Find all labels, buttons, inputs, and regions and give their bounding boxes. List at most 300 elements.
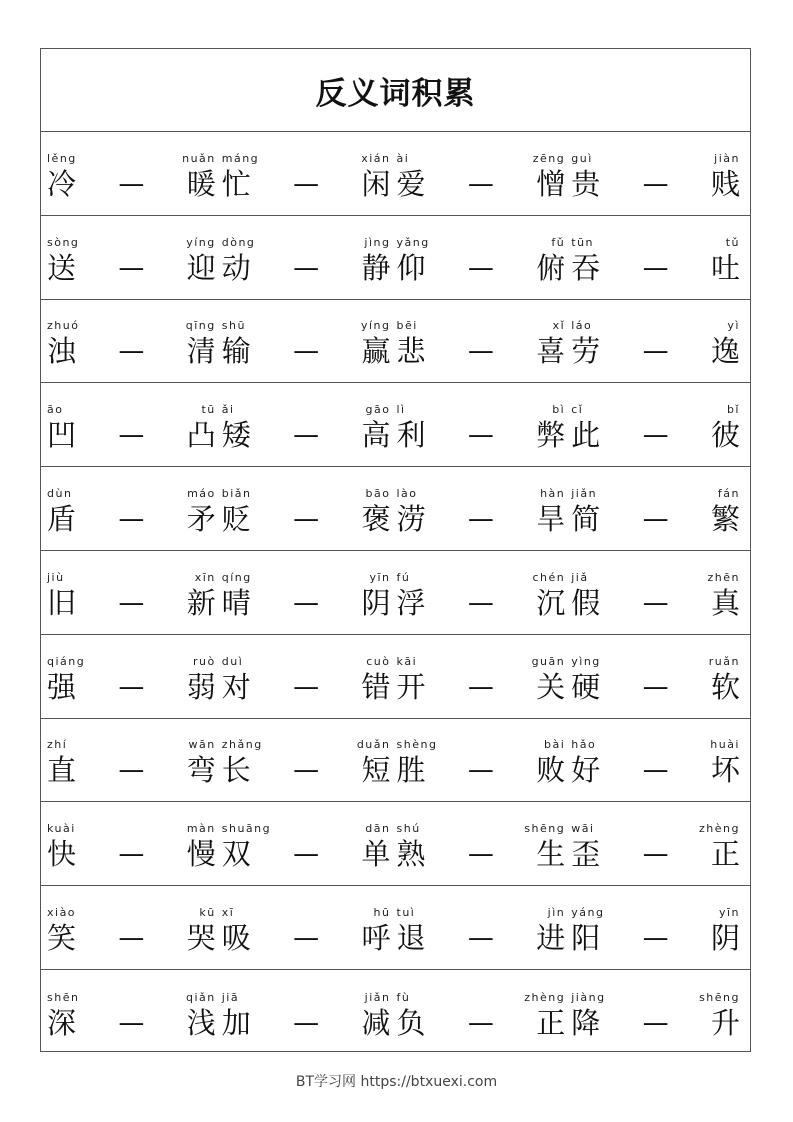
hanzi: 静 — [361, 250, 391, 285]
antonym-pair — [222, 383, 397, 466]
pinyin: yīn — [369, 570, 391, 584]
antonym-pair — [47, 719, 222, 802]
pair-content — [47, 402, 222, 452]
pinyin: xǐ — [552, 319, 566, 333]
word-left — [47, 654, 87, 704]
pair-content — [397, 905, 572, 955]
dash-separator: — — [118, 922, 145, 953]
pinyin: yíng — [186, 235, 216, 249]
hanzi: 凹 — [47, 418, 77, 453]
pinyin: ài — [396, 151, 410, 165]
word-right — [700, 318, 740, 368]
pinyin: tuì — [396, 905, 416, 919]
antonym-pair — [571, 970, 746, 1054]
pair-content — [222, 821, 397, 871]
pinyin: ruò — [193, 654, 216, 668]
hanzi: 晴 — [221, 585, 251, 620]
pinyin: zhí — [47, 738, 68, 752]
hanzi: 悲 — [396, 334, 426, 369]
word-right — [525, 235, 565, 285]
dash-separator: — — [293, 587, 320, 618]
pinyin: yáng — [571, 905, 605, 919]
word-left — [47, 570, 87, 620]
pinyin: kuài — [47, 822, 76, 836]
word-left — [397, 151, 437, 201]
word-right — [176, 151, 216, 201]
antonym-row — [41, 551, 750, 635]
pair-content — [47, 318, 222, 368]
antonym-pair — [47, 132, 222, 215]
antonym-pair — [571, 467, 746, 550]
pinyin: wāi — [571, 822, 595, 836]
pair-content — [47, 821, 222, 871]
antonym-row — [41, 886, 750, 970]
antonym-pair — [397, 551, 572, 634]
word-left — [397, 570, 437, 620]
pinyin: qiáng — [47, 654, 86, 668]
word-right — [176, 235, 216, 285]
pair-content — [397, 737, 572, 787]
dash-separator: — — [467, 671, 494, 702]
hanzi: 真 — [710, 585, 740, 620]
antonym-pair — [47, 635, 222, 718]
pinyin: fǔ — [551, 235, 566, 249]
word-right — [525, 654, 565, 704]
pair-content — [397, 821, 572, 871]
pair-content — [47, 151, 222, 201]
hanzi: 吞 — [571, 250, 601, 285]
antonym-row — [41, 719, 750, 803]
hanzi: 闲 — [361, 166, 391, 201]
pair-content — [397, 990, 572, 1040]
word-left — [47, 318, 87, 368]
dash-separator: — — [642, 503, 669, 534]
word-left — [571, 905, 611, 955]
hanzi: 贬 — [221, 501, 251, 536]
dash-separator: — — [293, 503, 320, 534]
word-left — [222, 402, 262, 452]
antonym-pair — [222, 635, 397, 718]
pinyin: zhēn — [707, 570, 740, 584]
word-right — [351, 486, 391, 536]
pinyin: ǎi — [221, 403, 235, 417]
pair-content — [222, 486, 397, 536]
word-right — [700, 235, 740, 285]
pair-content — [47, 654, 222, 704]
pinyin: fú — [396, 570, 411, 584]
pinyin: qiǎn — [185, 990, 216, 1004]
dash-separator: — — [118, 1007, 145, 1038]
pair-content — [397, 318, 572, 368]
word-right — [176, 821, 216, 871]
hanzi: 关 — [536, 669, 566, 704]
pinyin: chén — [532, 570, 566, 584]
antonym-row — [41, 216, 750, 300]
pinyin: gāo — [365, 403, 391, 417]
pinyin: qíng — [221, 570, 252, 584]
pinyin: zhǎng — [221, 738, 263, 752]
antonym-pair — [47, 551, 222, 634]
antonym-pair — [47, 300, 222, 383]
word-left — [397, 990, 437, 1040]
hanzi: 弱 — [186, 669, 216, 704]
word-right — [700, 151, 740, 201]
hanzi: 盾 — [47, 501, 77, 536]
word-left — [397, 905, 437, 955]
dash-separator: — — [642, 252, 669, 283]
word-left — [571, 737, 611, 787]
hanzi: 阴 — [710, 920, 740, 955]
hanzi: 新 — [186, 585, 216, 620]
hanzi: 弊 — [536, 418, 566, 453]
dash-separator: — — [467, 839, 494, 870]
hanzi: 繁 — [710, 501, 740, 536]
word-left — [397, 821, 437, 871]
antonym-pair — [47, 970, 222, 1054]
hanzi: 正 — [536, 1005, 566, 1040]
dash-separator: — — [467, 922, 494, 953]
hanzi: 彼 — [710, 418, 740, 453]
hanzi: 假 — [571, 585, 601, 620]
word-left — [47, 737, 87, 787]
word-left — [222, 654, 262, 704]
hanzi: 败 — [536, 753, 566, 788]
pair-content — [571, 402, 746, 452]
pinyin: fán — [717, 486, 740, 500]
pair-content — [571, 990, 746, 1040]
word-right — [525, 151, 565, 201]
pinyin: shēng — [699, 990, 740, 1004]
word-right — [525, 402, 565, 452]
pair-content — [47, 570, 222, 620]
dash-separator: — — [642, 1007, 669, 1038]
pinyin: shèng — [396, 738, 438, 752]
dash-separator: — — [293, 168, 320, 199]
antonym-pair — [222, 970, 397, 1054]
pair-content — [571, 318, 746, 368]
pair-content — [571, 654, 746, 704]
word-right — [351, 821, 391, 871]
pinyin: bài — [543, 738, 566, 752]
antonym-pair — [222, 886, 397, 969]
word-left — [571, 486, 611, 536]
pinyin: bǐ — [726, 403, 740, 417]
dash-separator: — — [642, 671, 669, 702]
antonym-pair — [397, 467, 572, 550]
hanzi: 浮 — [396, 585, 426, 620]
antonym-row — [41, 132, 750, 216]
pair-content — [397, 402, 572, 452]
pinyin: shū — [221, 319, 246, 333]
hanzi: 长 — [221, 753, 251, 788]
word-left — [397, 737, 437, 787]
pinyin: fù — [396, 990, 411, 1004]
hanzi: 逸 — [710, 334, 740, 369]
pair-content — [571, 151, 746, 201]
word-left — [222, 905, 262, 955]
pinyin: zhèng — [699, 822, 740, 836]
hanzi: 错 — [361, 669, 391, 704]
pinyin: lì — [396, 403, 406, 417]
dash-separator: — — [118, 503, 145, 534]
antonym-pair — [397, 802, 572, 885]
pair-content — [222, 402, 397, 452]
word-right — [351, 737, 391, 787]
pair-content — [571, 235, 746, 285]
antonym-pair — [397, 383, 572, 466]
word-left — [571, 821, 611, 871]
word-right — [176, 402, 216, 452]
pinyin: duì — [221, 654, 244, 668]
pinyin: jìng — [364, 235, 391, 249]
hanzi: 沉 — [536, 585, 566, 620]
antonym-pair — [47, 383, 222, 466]
pinyin: biǎn — [221, 486, 252, 500]
antonym-pair — [571, 300, 746, 383]
dash-separator: — — [467, 1007, 494, 1038]
hanzi: 涝 — [396, 501, 426, 536]
hanzi: 贱 — [710, 166, 740, 201]
antonym-row — [41, 970, 750, 1054]
pinyin: zēng — [532, 151, 566, 165]
dash-separator: — — [118, 168, 145, 199]
hanzi: 喜 — [536, 334, 566, 369]
antonym-pair — [397, 132, 572, 215]
antonym-pair — [47, 886, 222, 969]
hanzi: 进 — [536, 920, 566, 955]
word-right — [700, 821, 740, 871]
word-right — [351, 905, 391, 955]
dash-separator: — — [293, 671, 320, 702]
pinyin: dùn — [47, 486, 73, 500]
hanzi: 弯 — [186, 753, 216, 788]
hanzi: 忙 — [221, 166, 251, 201]
dash-separator: — — [467, 336, 494, 367]
dash-separator: — — [467, 755, 494, 786]
hanzi: 坏 — [710, 753, 740, 788]
hanzi: 冷 — [47, 166, 77, 201]
dash-separator: — — [118, 587, 145, 618]
pinyin: jiǎn — [571, 486, 598, 500]
hanzi: 对 — [221, 669, 251, 704]
pinyin: ruǎn — [708, 654, 740, 668]
pinyin: dān — [365, 822, 391, 836]
hanzi: 利 — [396, 418, 426, 453]
pinyin: xīn — [194, 570, 216, 584]
hanzi: 单 — [361, 837, 391, 872]
word-left — [47, 235, 87, 285]
hanzi: 旧 — [47, 585, 77, 620]
antonym-row — [41, 467, 750, 551]
dash-separator: — — [467, 503, 494, 534]
pinyin: jiàng — [571, 990, 606, 1004]
dash-separator: — — [293, 755, 320, 786]
word-left — [571, 151, 611, 201]
antonym-pair — [222, 551, 397, 634]
hanzi: 此 — [571, 418, 601, 453]
hanzi: 俯 — [536, 250, 566, 285]
pair-content — [222, 570, 397, 620]
hanzi: 加 — [221, 1005, 251, 1040]
pinyin: guì — [571, 151, 593, 165]
word-left — [221, 821, 272, 872]
pinyin: xián — [361, 151, 391, 165]
hanzi: 阳 — [571, 920, 601, 955]
pinyin: bì — [552, 403, 566, 417]
word-right — [176, 654, 216, 704]
hanzi: 矛 — [186, 501, 216, 536]
hanzi: 高 — [361, 418, 391, 453]
word-right — [525, 990, 565, 1040]
hanzi: 吐 — [710, 250, 740, 285]
pinyin: qīng — [185, 319, 216, 333]
hanzi: 输 — [221, 334, 251, 369]
pinyin: zhuó — [47, 319, 80, 333]
antonym-pair — [397, 300, 572, 383]
dash-separator: — — [642, 336, 669, 367]
pinyin: cuò — [366, 654, 391, 668]
antonym-pair — [397, 719, 572, 802]
pair-content — [222, 990, 397, 1040]
antonym-pair — [397, 216, 572, 299]
pinyin: jìn — [547, 905, 566, 919]
hanzi: 劳 — [571, 334, 601, 369]
word-left — [222, 570, 262, 620]
pinyin: tū — [201, 403, 216, 417]
pinyin: kāi — [396, 654, 418, 668]
footer-watermark: BT学习网 https://btxuexi.com — [295, 1074, 498, 1090]
pair-content — [397, 486, 572, 536]
hanzi: 直 — [47, 753, 77, 788]
pinyin: cǐ — [571, 403, 584, 417]
word-right — [525, 905, 565, 955]
word-right — [525, 821, 565, 871]
antonym-rows — [41, 132, 750, 1054]
pinyin: āo — [47, 403, 64, 417]
pinyin: nuǎn — [182, 151, 216, 165]
word-left — [47, 821, 87, 871]
word-right — [351, 654, 391, 704]
hanzi: 短 — [361, 753, 391, 788]
antonym-worksheet — [40, 48, 751, 1052]
pinyin: máng — [221, 151, 260, 165]
antonym-pair — [222, 132, 397, 215]
word-right — [176, 486, 216, 536]
hanzi: 矮 — [221, 418, 251, 453]
hanzi: 暖 — [186, 166, 216, 201]
hanzi: 哭 — [186, 920, 216, 955]
hanzi: 简 — [571, 501, 601, 536]
hanzi: 慢 — [186, 837, 216, 872]
word-right — [176, 318, 216, 368]
antonym-pair — [397, 970, 572, 1054]
hanzi: 熟 — [396, 837, 426, 872]
hanzi: 旱 — [536, 501, 566, 536]
dash-separator: — — [118, 839, 145, 870]
hanzi: 负 — [396, 1005, 426, 1040]
word-left — [571, 402, 611, 452]
hanzi: 硬 — [571, 669, 601, 704]
pair-content — [222, 905, 397, 955]
hanzi: 软 — [710, 669, 740, 704]
pinyin: láo — [571, 319, 593, 333]
pinyin: shēn — [47, 990, 80, 1004]
word-left — [571, 990, 611, 1040]
word-left — [571, 235, 611, 285]
hanzi: 阴 — [361, 585, 391, 620]
pinyin: yíng — [360, 319, 391, 333]
word-right — [525, 570, 565, 620]
pinyin: yīn — [718, 905, 740, 919]
hanzi: 清 — [186, 334, 216, 369]
page-title: 反义词积累 — [315, 75, 476, 112]
pinyin: duǎn — [356, 738, 391, 752]
pinyin: bēi — [396, 319, 418, 333]
pinyin: kū — [199, 905, 216, 919]
pair-content — [571, 486, 746, 536]
word-left — [571, 570, 611, 620]
word-right — [351, 318, 391, 368]
word-right — [176, 990, 216, 1040]
pinyin: jiù — [47, 570, 65, 584]
word-right — [700, 905, 740, 955]
hanzi: 降 — [571, 1005, 601, 1040]
antonym-pair — [571, 802, 746, 885]
word-left — [47, 402, 87, 452]
antonym-row — [41, 802, 750, 886]
dash-separator: — — [467, 420, 494, 451]
antonym-pair — [571, 719, 746, 802]
word-right — [525, 737, 565, 787]
antonym-pair — [47, 802, 222, 885]
hanzi: 退 — [396, 920, 426, 955]
hanzi: 生 — [536, 837, 566, 872]
pair-content — [222, 151, 397, 201]
pair-content — [47, 486, 222, 536]
word-left — [222, 318, 262, 368]
dash-separator: — — [467, 168, 494, 199]
word-left — [47, 151, 87, 201]
dash-separator: — — [118, 671, 145, 702]
pair-content — [571, 821, 746, 871]
pinyin: guān — [531, 654, 566, 668]
word-right — [700, 402, 740, 452]
title-row — [41, 49, 750, 132]
pair-content — [222, 654, 397, 704]
hanzi: 减 — [361, 1005, 391, 1040]
word-left — [47, 990, 87, 1040]
word-left — [222, 235, 262, 285]
pair-content — [397, 235, 572, 285]
hanzi: 胜 — [396, 753, 426, 788]
dash-separator: — — [642, 168, 669, 199]
antonym-pair — [222, 719, 397, 802]
pinyin: shēng — [524, 822, 566, 836]
word-left — [47, 905, 87, 955]
antonym-pair — [571, 383, 746, 466]
pair-content — [222, 318, 397, 368]
pair-content — [47, 235, 222, 285]
word-right — [700, 737, 740, 787]
word-left — [222, 151, 262, 201]
antonym-pair — [571, 216, 746, 299]
hanzi: 吸 — [221, 920, 251, 955]
dash-separator: — — [118, 755, 145, 786]
word-left — [571, 654, 611, 704]
hanzi: 正 — [710, 837, 740, 872]
hanzi: 凸 — [186, 418, 216, 453]
dash-separator: — — [118, 420, 145, 451]
